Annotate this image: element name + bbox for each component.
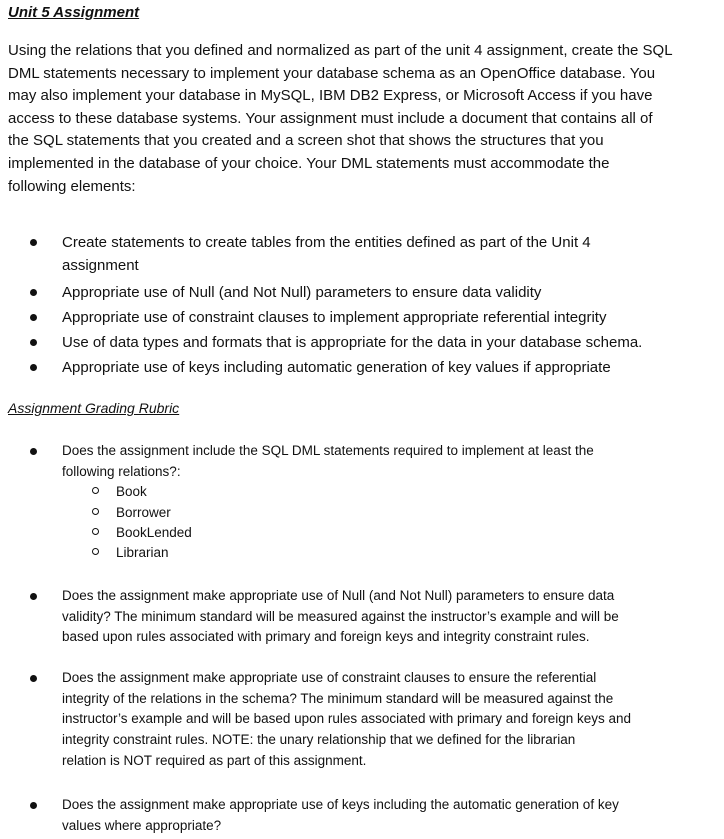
circle-bullet-icon [92,508,99,515]
rubric-bullet [30,586,619,648]
bullet-icon [30,448,37,455]
text-line: instructor’s example and will be based upon rules associated with primary and foreign keys and [62,711,632,727]
bullet-icon [30,675,37,682]
circle-bullet-icon [92,548,99,555]
text-line: Create statements to create tables from the entities defined as part of the Unit 4 [62,234,591,251]
circle-bullet-icon [92,528,99,535]
bullet-icon [30,593,37,600]
bullet-icon [30,239,37,246]
intro-paragraph [8,40,673,198]
document-title: Unit 5 Assignment [8,4,140,21]
text-line: relation is NOT required as part of this assignment. [62,752,367,768]
relation-item [92,503,171,524]
element-bullet [30,306,606,329]
text-line: access to these database systems. Your assignment must include a document that contains all of [8,109,653,127]
relation-item [92,543,169,564]
element-bullet [30,331,642,354]
rubric-bullet [30,795,619,836]
text-line: following relations?: [62,463,181,479]
text-line: Appropriate use of keys including automatic generation of key values if appropriate [62,359,611,376]
text-line: Does the assignment make appropriate use of Null (and Not Null) parameters to ensure data [62,588,615,603]
element-bullet [30,281,541,304]
text-line: Using the relations that you defined and normalized as part of the unit 4 assignment, create the SQL [8,42,673,59]
rubric-bullet [30,668,631,772]
text-line: integrity constraint rules. NOTE: the unary relationship that we defined for the librarian [62,732,576,748]
circle-bullet-icon [92,487,99,494]
text-line: validity? The minimum standard will be measured against the instructor’s example and will be [62,608,619,624]
text-line: Use of data types and formats that is appropriate for the data in your database schema. [62,334,643,351]
element-bullet [30,356,611,379]
bullet-icon [30,364,37,371]
rubric-bullet [30,441,594,482]
relation-item [92,482,147,503]
text-line: Does the assignment make appropriate use of keys including the automatic generation of key [62,797,619,812]
text-line: the SQL statements that you created and a screen shot that shows the structures that you [8,132,604,150]
text-line: implemented in the database of your choice. Your DML statements must accommodate the [8,154,610,172]
text-line: integrity of the relations in the schema? The minimum standard will be measured against the [62,690,614,706]
text-line: DML statements necessary to implement your database schema as an OpenOffice database. You [8,64,656,82]
bullet-icon [30,289,37,296]
text-line: following elements: [8,177,136,195]
relation-name: BookLended [116,525,192,540]
rubric-heading: Assignment Grading Rubric [8,400,180,416]
text-line: values where appropriate? [62,817,222,833]
bullet-icon [30,314,37,321]
element-bullet [30,231,591,277]
relation-name: Book [116,484,147,499]
text-line: Appropriate use of Null (and Not Null) parameters to ensure data validity [62,284,542,301]
text-line: assignment [62,257,139,274]
text-line: Does the assignment make appropriate use of constraint clauses to ensure the referential [62,670,597,685]
relation-name: Librarian [116,545,169,560]
bullet-icon [30,802,37,809]
relation-item [92,523,192,544]
relation-name: Borrower [116,505,171,520]
text-line: Does the assignment include the SQL DML statements required to implement at least the [62,443,594,458]
text-line: based upon rules associated with primary and foreign keys and integrity constraint rules. [62,629,590,645]
text-line: Appropriate use of constraint clauses to implement appropriate referential integrity [62,309,607,326]
text-line: may also implement your database in MySQL, IBM DB2 Express, or Microsoft Access if you have [8,87,653,105]
bullet-icon [30,339,37,346]
